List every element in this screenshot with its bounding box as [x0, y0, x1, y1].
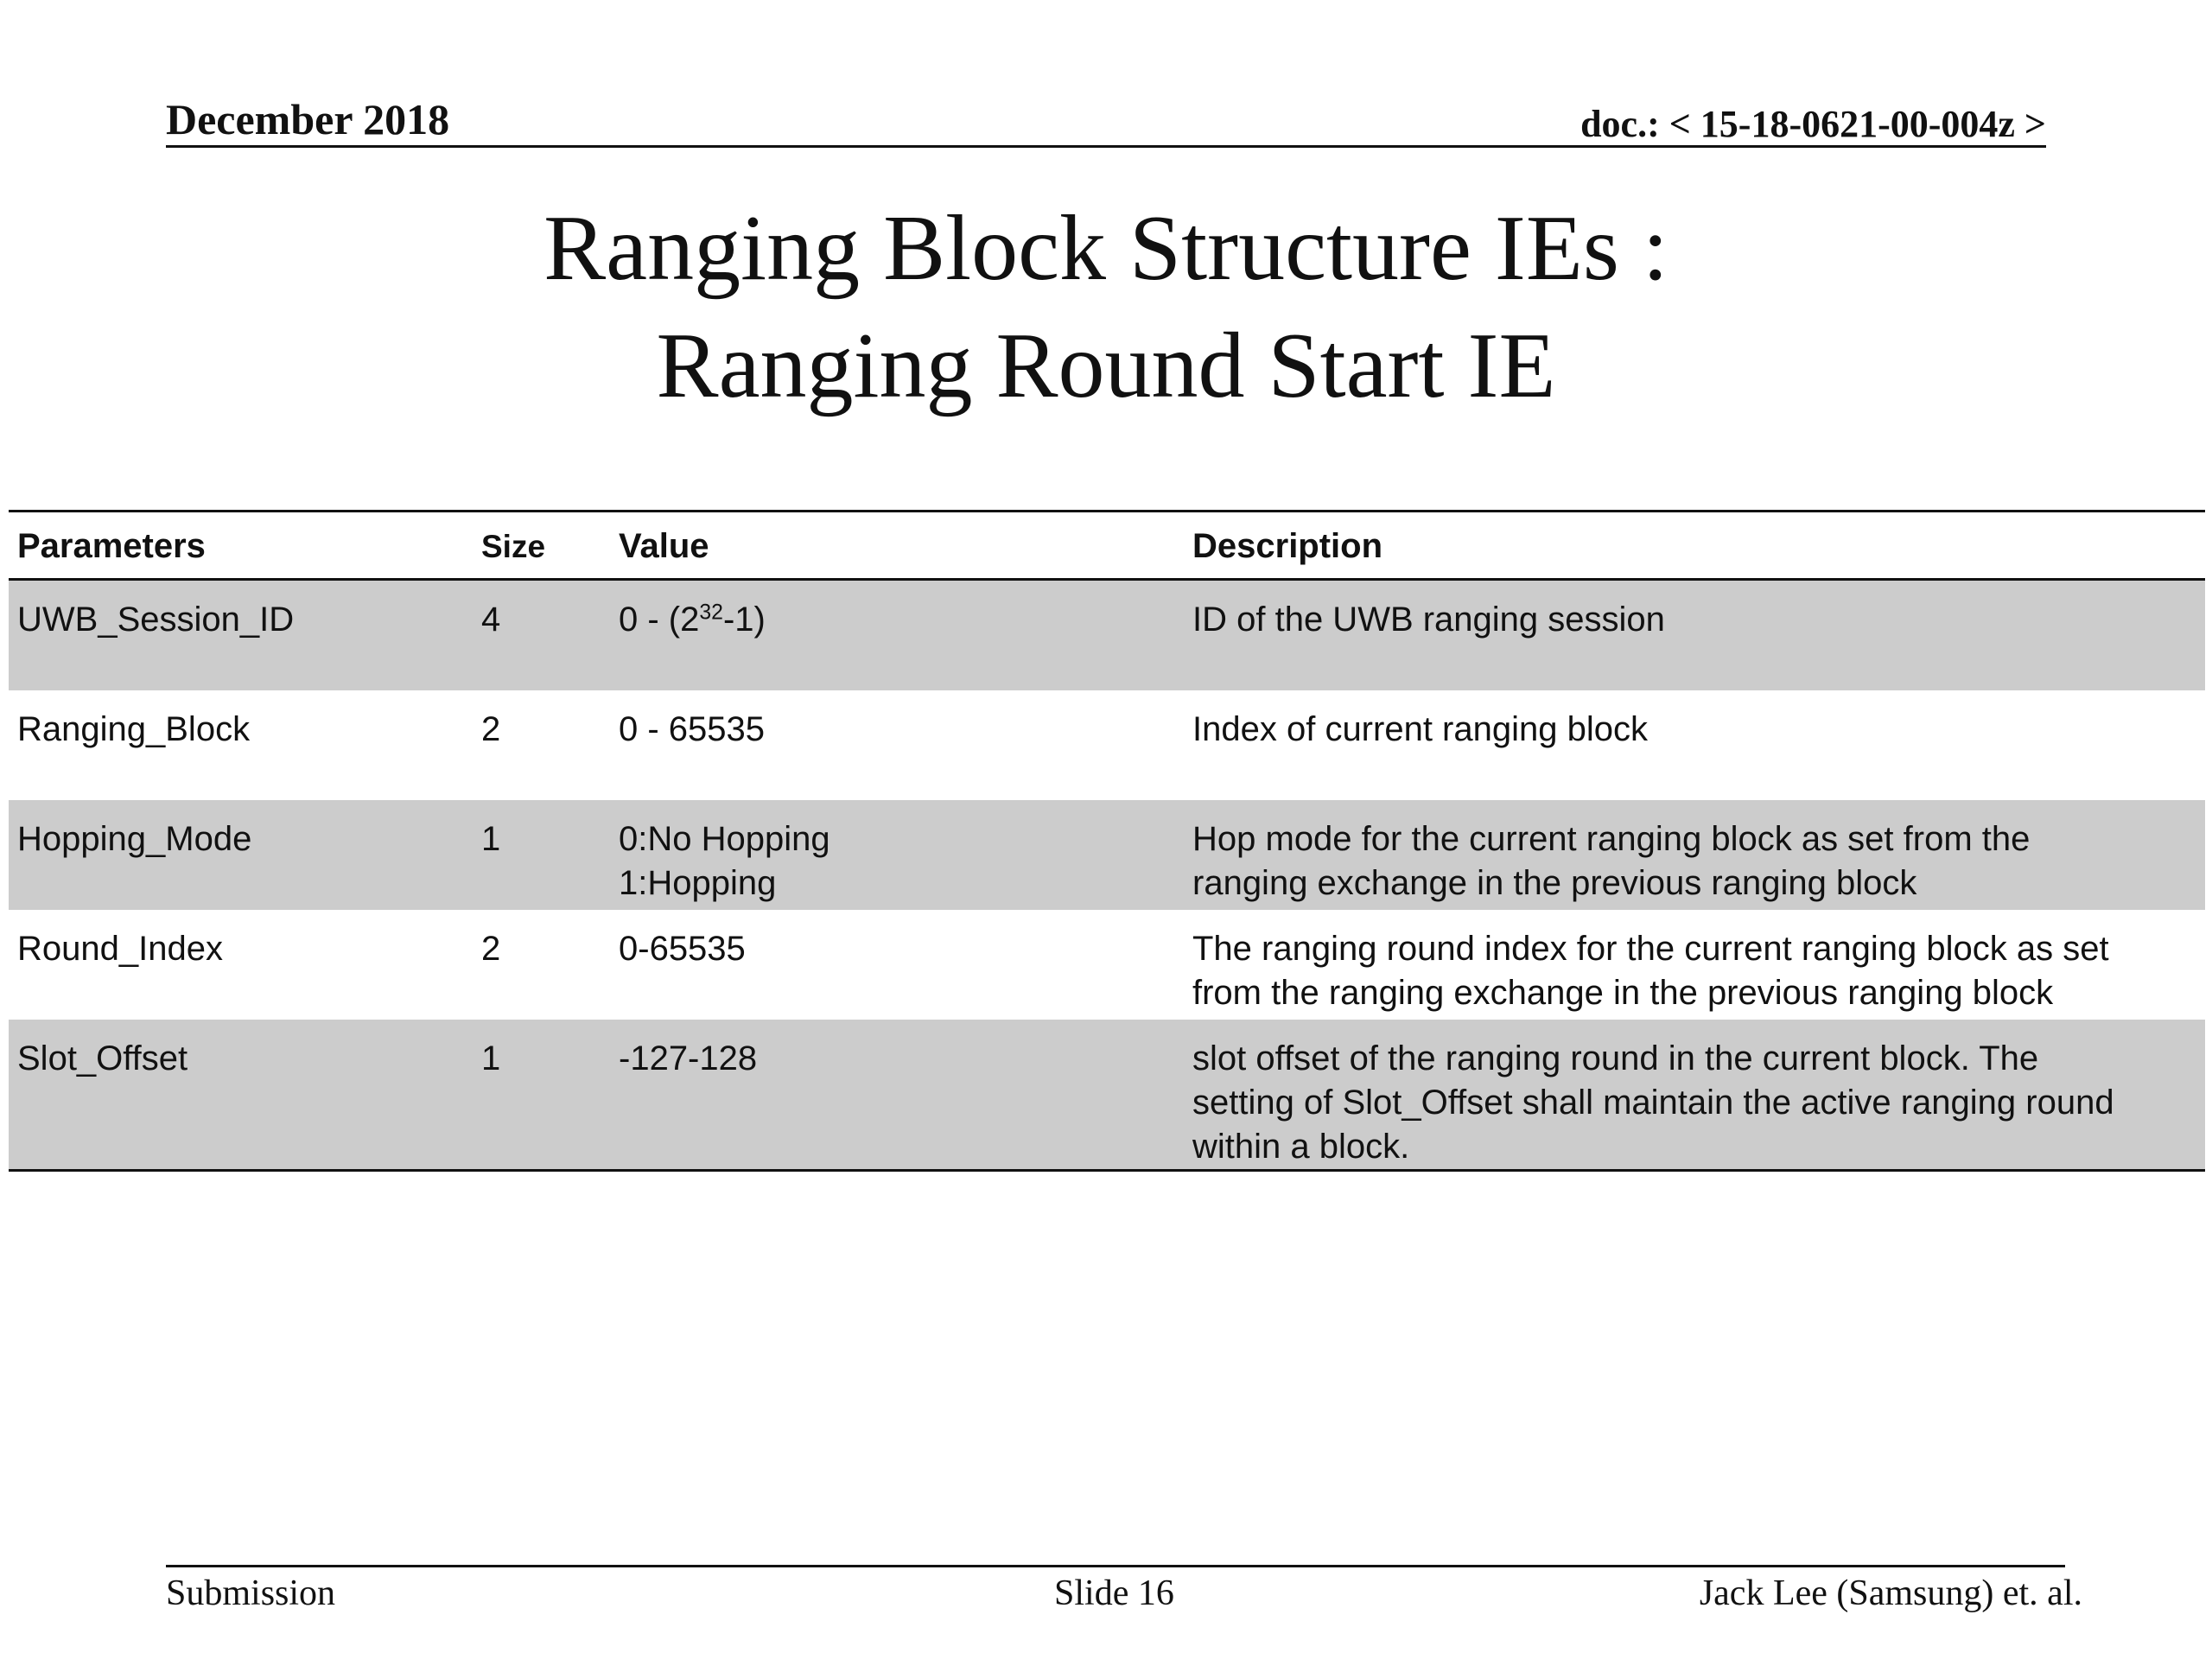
cell-description: Hop mode for the current ranging block as set from the ranging exchange in the previous ranging block — [1192, 820, 2031, 902]
parameter-table — [9, 510, 2205, 1172]
table-row — [9, 581, 2205, 690]
header-doc-id: doc.: < 15-18-0621-00-004z > — [1580, 103, 2046, 145]
slide-title-line-2: Ranging Round Start IE — [656, 315, 1556, 417]
header-rule — [166, 145, 2046, 148]
cell-value-suffix: -1) — [722, 601, 766, 639]
cell-value: -127-128 — [619, 1039, 758, 1077]
cell-value — [610, 581, 1184, 690]
slide-title — [0, 190, 2212, 425]
header-date: December 2018 — [166, 95, 450, 143]
slide-title-line-1: Ranging Block Structure IEs : — [543, 197, 1669, 300]
table-row — [9, 1020, 2205, 1169]
cell-parameter: Slot_Offset — [17, 1039, 188, 1077]
cell-description: Index of current ranging block — [1192, 710, 1648, 748]
cell-size: 2 — [481, 710, 501, 748]
column-header-parameters: Parameters — [17, 527, 206, 565]
cell-value-exponent: 32 — [699, 601, 723, 625]
footer-rule — [166, 1565, 2065, 1567]
cell-parameter: Ranging_Block — [17, 710, 251, 748]
cell-description: The ranging round index for the current ranging block as set from the ranging exchange in the previous ranging block — [1192, 930, 2109, 1012]
footer-submission: Submission — [166, 1573, 336, 1613]
table-row — [9, 690, 2205, 800]
cell-size: 4 — [481, 601, 501, 639]
cell-value: 0 - 65535 — [619, 710, 766, 748]
footer-author: Jack Lee (Samsung) et. al. — [1699, 1573, 2082, 1613]
cell-parameter: Hopping_Mode — [17, 820, 252, 858]
table-row — [9, 910, 2205, 1020]
cell-parameter: Round_Index — [17, 930, 223, 968]
table-header-row — [9, 512, 2205, 581]
cell-size: 1 — [481, 1039, 501, 1077]
column-header-description: Description — [1192, 527, 1383, 565]
cell-value: 0-65535 — [619, 930, 746, 968]
cell-value-base: 0 - (2 — [619, 601, 700, 639]
cell-parameter: UWB_Session_ID — [17, 601, 295, 639]
cell-description: ID of the UWB ranging session — [1192, 601, 1665, 639]
column-header-value: Value — [619, 527, 709, 565]
table-row — [9, 800, 2205, 910]
cell-value: 0:No Hopping 1:Hopping — [619, 820, 830, 902]
footer-slide-number: Slide 16 — [1054, 1573, 1174, 1613]
cell-description: slot offset of the ranging round in the current block. The setting of Slot_Offset shall maintain the active ranging round within a block. — [1192, 1039, 2114, 1166]
column-header-size: Size — [481, 529, 546, 564]
cell-size: 2 — [481, 930, 501, 968]
cell-size: 1 — [481, 820, 501, 858]
